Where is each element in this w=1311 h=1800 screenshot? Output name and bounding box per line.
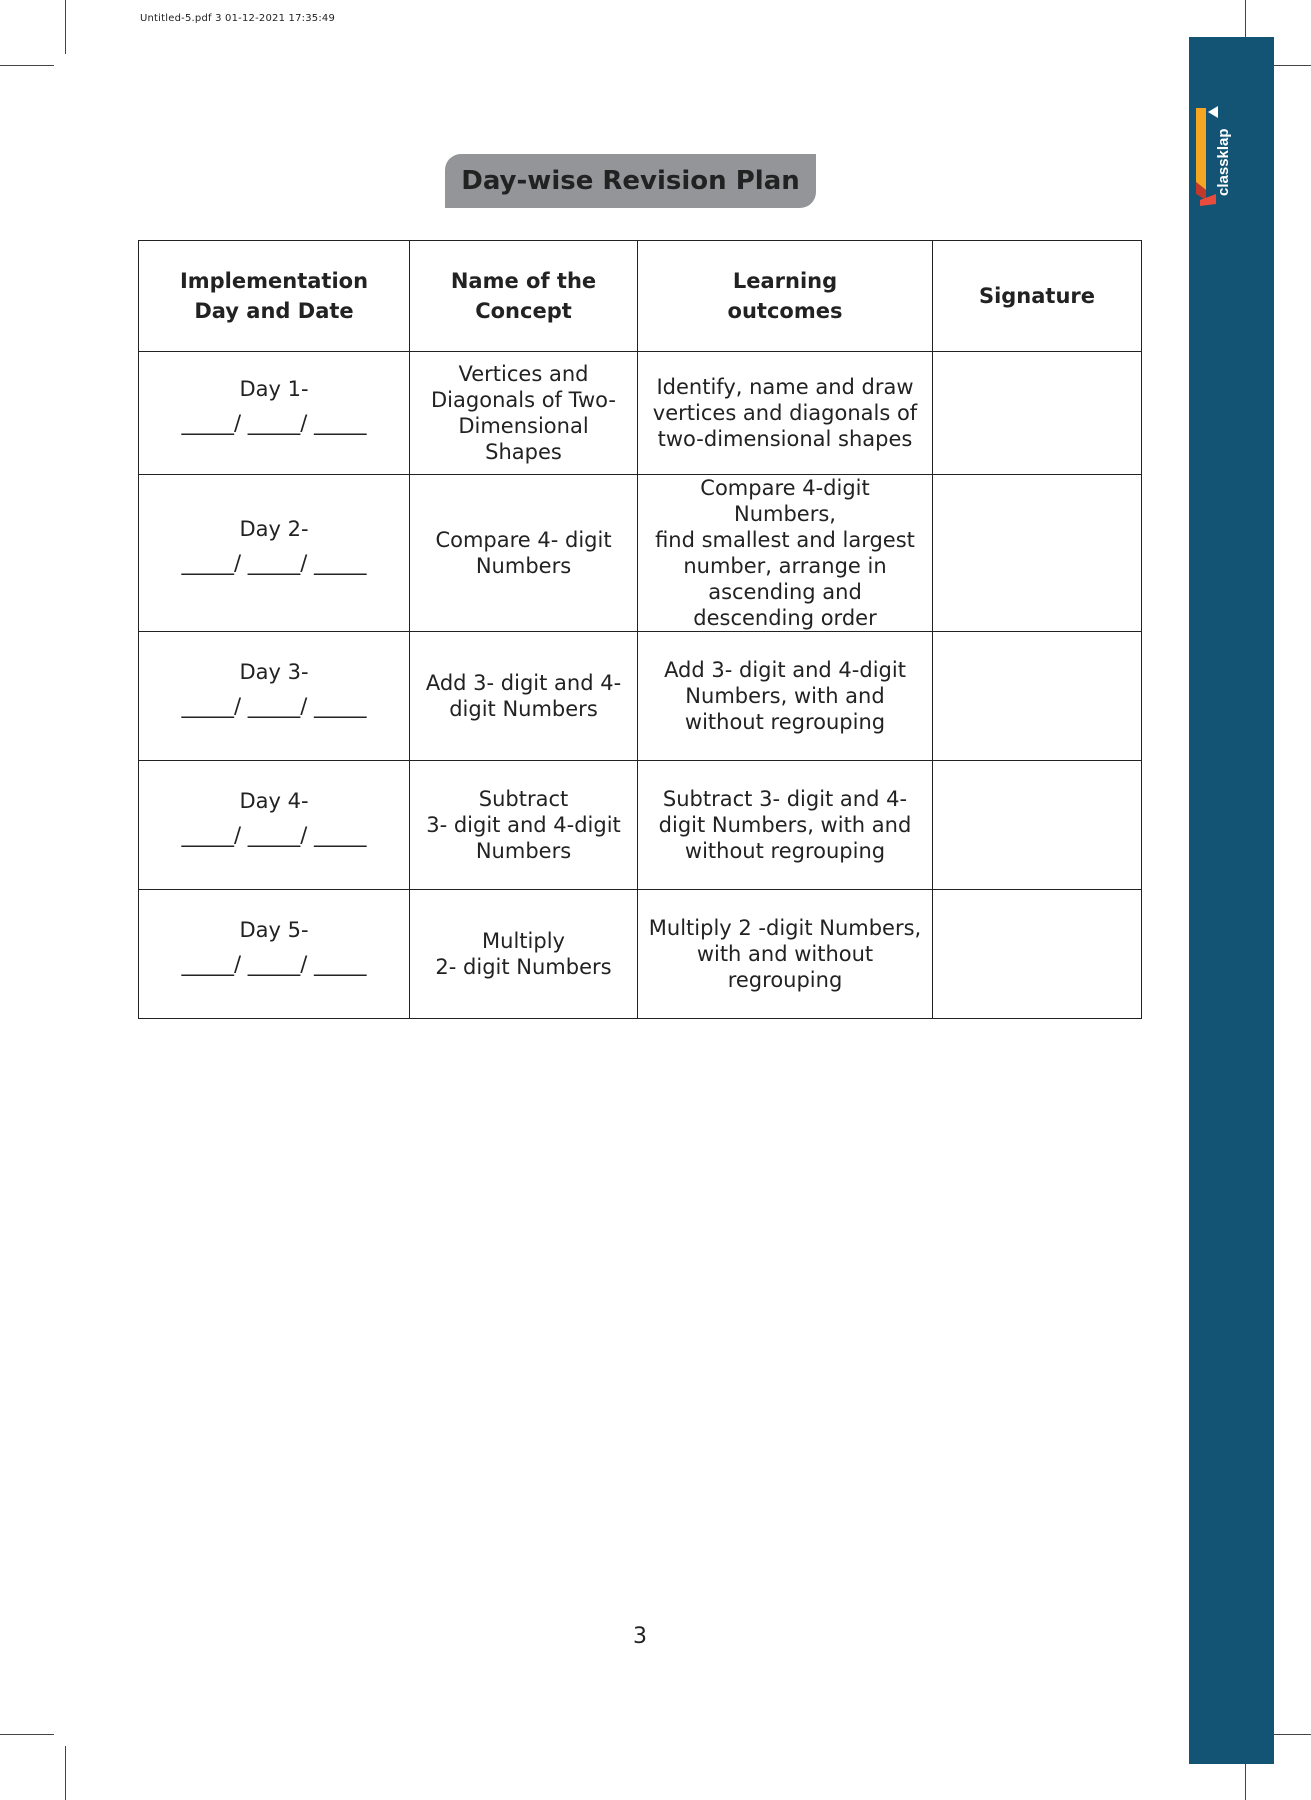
- concept-cell: Multiply 2- digit Numbers: [410, 890, 638, 1019]
- header-implementation: Implementation Day and Date: [139, 241, 410, 352]
- signature-cell[interactable]: [933, 475, 1142, 632]
- crop-mark: [0, 65, 54, 66]
- outcome-cell: Add 3- digit and 4-digit Numbers, with and without regrouping: [638, 632, 933, 761]
- signature-cell[interactable]: [933, 632, 1142, 761]
- brand-sidebar: [1189, 37, 1274, 1764]
- day-date-cell[interactable]: Day 3- _____/ _____/ _____: [139, 632, 410, 761]
- concept-cell: Vertices and Diagonals of Two- Dimensional Shapes: [410, 352, 638, 475]
- table-row: [139, 761, 1142, 890]
- concept-cell: Subtract 3- digit and 4-digit Numbers: [410, 761, 638, 890]
- crop-mark: [65, 1746, 66, 1800]
- concept-cell: Compare 4- digit Numbers: [410, 475, 638, 632]
- header-signature: Signature: [933, 241, 1142, 352]
- page-title: Day-wise Revision Plan: [445, 154, 816, 208]
- header-concept: Name of the Concept: [410, 241, 638, 352]
- day-date-cell[interactable]: Day 5- _____/ _____/ _____: [139, 890, 410, 1019]
- revision-plan-table: [138, 240, 1142, 1019]
- day-date-cell[interactable]: Day 4- _____/ _____/ _____: [139, 761, 410, 890]
- table-row: [139, 352, 1142, 475]
- outcome-cell: Subtract 3- digit and 4- digit Numbers, with and without regrouping: [638, 761, 933, 890]
- table-row: [139, 890, 1142, 1019]
- table-row: [139, 475, 1142, 632]
- print-slug: Untitled-5.pdf 3 01-12-2021 17:35:49: [140, 13, 336, 24]
- page-number: 3: [633, 1624, 647, 1649]
- table-header-row: [139, 241, 1142, 352]
- outcome-cell: Multiply 2 -digit Numbers, with and without regrouping: [638, 890, 933, 1019]
- signature-cell[interactable]: [933, 761, 1142, 890]
- classklap-logo: [1194, 104, 1244, 206]
- day-date-cell[interactable]: Day 2- _____/ _____/ _____: [139, 475, 410, 632]
- day-date-cell[interactable]: Day 1- _____/ _____/ _____: [139, 352, 410, 475]
- concept-cell: Add 3- digit and 4- digit Numbers: [410, 632, 638, 761]
- signature-cell[interactable]: [933, 352, 1142, 475]
- crop-mark: [0, 1734, 54, 1735]
- crop-mark: [65, 0, 66, 54]
- table-row: [139, 632, 1142, 761]
- outcome-cell: Identify, name and draw vertices and diagonals of two-dimensional shapes: [638, 352, 933, 475]
- header-outcomes: Learning outcomes: [638, 241, 933, 352]
- logo-text: classklap: [1215, 128, 1232, 196]
- signature-cell[interactable]: [933, 890, 1142, 1019]
- outcome-cell: Compare 4-digit Numbers, find smallest and largest number, arrange in ascending and descending order: [638, 475, 933, 632]
